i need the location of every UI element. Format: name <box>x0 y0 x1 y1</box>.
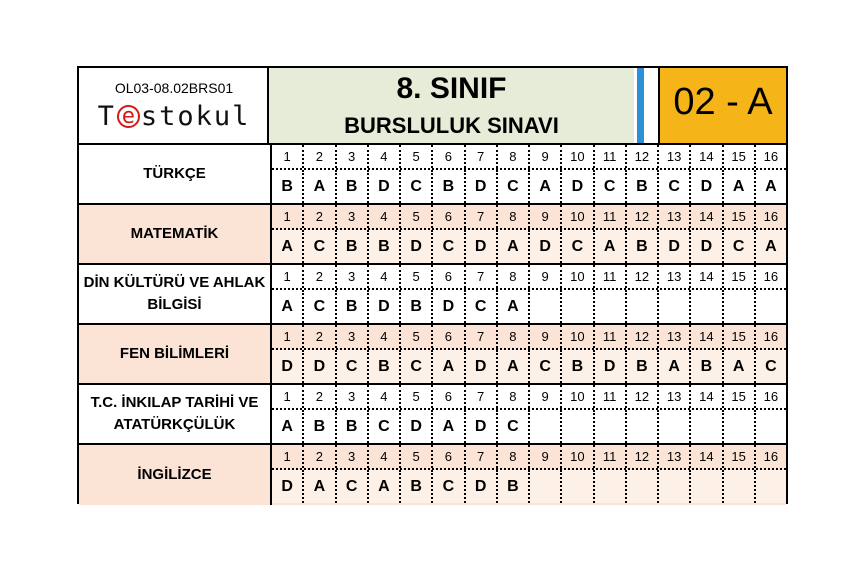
answer-cell: D <box>595 350 627 383</box>
answer-row <box>272 290 786 323</box>
question-number: 5 <box>401 265 433 288</box>
section-label: FEN BİLİMLERİ <box>79 325 272 383</box>
answer-cell <box>691 290 723 323</box>
answer-cell: C <box>466 290 498 323</box>
answer-cell: C <box>369 410 401 443</box>
answer-cell: C <box>401 170 433 203</box>
question-number: 10 <box>562 205 594 228</box>
question-number-row <box>272 385 786 410</box>
answer-cell: D <box>272 470 304 503</box>
answer-cell: C <box>724 230 756 263</box>
answer-row <box>272 170 786 203</box>
question-number: 15 <box>724 205 756 228</box>
question-number: 3 <box>337 145 369 168</box>
question-number: 15 <box>724 445 756 468</box>
brand-logo-text-start: T <box>97 101 116 132</box>
answer-cell: A <box>724 350 756 383</box>
answer-cell: B <box>627 170 659 203</box>
section-row <box>79 205 786 265</box>
question-number: 5 <box>401 445 433 468</box>
answer-cell: B <box>369 230 401 263</box>
question-number-row <box>272 445 786 470</box>
answer-cell: C <box>304 290 336 323</box>
question-number: 13 <box>659 205 691 228</box>
question-number: 7 <box>466 145 498 168</box>
blue-stripe <box>637 68 644 143</box>
question-number: 1 <box>272 265 304 288</box>
question-number: 16 <box>763 329 779 344</box>
answer-cell <box>756 470 786 503</box>
answer-cell: A <box>765 177 777 195</box>
question-number: 9 <box>530 205 562 228</box>
question-number: 11 <box>595 205 627 228</box>
answer-cell: A <box>659 350 691 383</box>
exam-title: BURSLULUK SINAVI <box>344 113 559 138</box>
answer-cell: A <box>530 170 562 203</box>
answer-grid <box>272 325 786 383</box>
question-number: 10 <box>562 145 594 168</box>
question-number: 4 <box>369 265 401 288</box>
answer-cell: D <box>369 290 401 323</box>
answer-cell: D <box>466 410 498 443</box>
question-number: 15 <box>724 265 756 288</box>
question-number: 12 <box>627 145 659 168</box>
question-number: 2 <box>304 445 336 468</box>
answer-cell <box>595 410 627 443</box>
answer-cell: D <box>433 290 465 323</box>
question-number: 2 <box>304 145 336 168</box>
question-number: 2 <box>304 265 336 288</box>
question-number: 9 <box>530 265 562 288</box>
question-number: 7 <box>466 265 498 288</box>
answer-cell: D <box>466 350 498 383</box>
answer-cell: C <box>498 410 530 443</box>
question-number: 9 <box>530 445 562 468</box>
question-number: 16 <box>763 389 779 404</box>
answer-cell: C <box>595 170 627 203</box>
answer-cell: D <box>466 230 498 263</box>
answer-cell: B <box>401 290 433 323</box>
question-number: 8 <box>498 385 530 408</box>
answer-cell: B <box>337 290 369 323</box>
question-number: 1 <box>272 205 304 228</box>
question-number: 13 <box>659 325 691 348</box>
question-number: 8 <box>498 265 530 288</box>
question-number: 14 <box>691 325 723 348</box>
answer-cell <box>659 290 691 323</box>
question-number: 15 <box>724 325 756 348</box>
answer-cell: A <box>498 290 530 323</box>
question-number: 10 <box>562 385 594 408</box>
answer-cell: A <box>498 350 530 383</box>
question-number: 5 <box>401 325 433 348</box>
answer-cell: D <box>659 230 691 263</box>
answer-cell: D <box>369 170 401 203</box>
answer-cell: D <box>691 170 723 203</box>
question-number: 1 <box>272 445 304 468</box>
brand-logo <box>79 101 269 132</box>
section-row <box>79 265 786 325</box>
answer-cell: A <box>724 170 756 203</box>
answer-cell: B <box>272 170 304 203</box>
answer-cell: D <box>691 230 723 263</box>
answer-cell: C <box>498 170 530 203</box>
answer-grid <box>272 445 786 505</box>
question-number: 12 <box>627 385 659 408</box>
answer-cell: B <box>401 470 433 503</box>
answer-cell <box>530 470 562 503</box>
answer-grid <box>272 265 786 323</box>
answer-cell <box>530 410 562 443</box>
answer-grid <box>272 145 786 203</box>
answer-grid <box>272 385 786 443</box>
answer-cell: C <box>765 357 777 375</box>
question-number: 6 <box>433 145 465 168</box>
question-number: 15 <box>724 145 756 168</box>
question-number: 4 <box>369 205 401 228</box>
question-number: 6 <box>433 205 465 228</box>
answer-key-sheet <box>77 66 788 504</box>
answer-cell: D <box>304 350 336 383</box>
answer-cell: B <box>691 350 723 383</box>
answer-cell: A <box>272 410 304 443</box>
answer-cell: B <box>369 350 401 383</box>
question-number: 1 <box>272 325 304 348</box>
answer-cell: C <box>337 350 369 383</box>
section-row <box>79 325 786 385</box>
question-number: 4 <box>369 385 401 408</box>
question-number: 4 <box>369 145 401 168</box>
answer-cell <box>627 470 659 503</box>
question-number: 2 <box>304 205 336 228</box>
answer-cell: C <box>304 230 336 263</box>
question-number: 9 <box>530 385 562 408</box>
answer-cell: D <box>466 470 498 503</box>
question-number: 3 <box>337 385 369 408</box>
question-number: 10 <box>562 265 594 288</box>
grade-title: 8. SINIF <box>396 72 507 105</box>
answer-cell <box>724 410 756 443</box>
title-box <box>269 68 634 143</box>
answer-cell: A <box>369 470 401 503</box>
answer-cell <box>627 410 659 443</box>
answer-cell <box>724 470 756 503</box>
answer-cell: D <box>466 170 498 203</box>
question-number-row <box>272 265 786 290</box>
question-number: 14 <box>691 205 723 228</box>
answer-cell: D <box>401 230 433 263</box>
question-number: 7 <box>466 325 498 348</box>
question-number-row <box>272 205 786 230</box>
section-row <box>79 145 786 205</box>
question-number: 7 <box>466 445 498 468</box>
question-number: 12 <box>627 205 659 228</box>
answer-cell: B <box>304 410 336 443</box>
answer-cell <box>562 290 594 323</box>
question-number: 8 <box>498 445 530 468</box>
section-label: T.C. İNKILAP TARİHİ VE ATATÜRKÇÜLÜK <box>79 385 272 443</box>
question-number: 3 <box>337 265 369 288</box>
question-number: 14 <box>691 385 723 408</box>
answer-row <box>272 470 786 503</box>
answer-cell: A <box>272 230 304 263</box>
answer-cell: C <box>401 350 433 383</box>
question-number: 11 <box>595 325 627 348</box>
answer-cell: A <box>765 237 777 255</box>
answer-cell: C <box>433 230 465 263</box>
answer-cell <box>627 290 659 323</box>
brand-logo-text-end: stokul <box>140 101 251 132</box>
question-number: 16 <box>763 209 779 224</box>
question-number: 1 <box>272 145 304 168</box>
answer-cell: C <box>659 170 691 203</box>
answer-cell: B <box>498 470 530 503</box>
answer-cell: D <box>562 170 594 203</box>
question-number: 6 <box>433 325 465 348</box>
answer-cell <box>659 470 691 503</box>
question-number: 7 <box>466 385 498 408</box>
answer-cell: A <box>304 470 336 503</box>
answer-cell: A <box>595 230 627 263</box>
question-number: 3 <box>337 445 369 468</box>
question-number: 5 <box>401 145 433 168</box>
question-number: 8 <box>498 145 530 168</box>
answer-cell: B <box>562 350 594 383</box>
question-number: 6 <box>433 265 465 288</box>
question-number: 7 <box>466 205 498 228</box>
question-number: 10 <box>562 325 594 348</box>
answer-cell <box>659 410 691 443</box>
answer-cell: C <box>433 470 465 503</box>
question-number: 15 <box>724 385 756 408</box>
answer-cell: A <box>498 230 530 263</box>
question-number: 5 <box>401 385 433 408</box>
answer-cell: A <box>272 290 304 323</box>
header <box>79 68 786 145</box>
question-number: 14 <box>691 145 723 168</box>
answer-cell: C <box>530 350 562 383</box>
question-number: 13 <box>659 145 691 168</box>
answer-row <box>272 350 786 383</box>
answer-cell: D <box>530 230 562 263</box>
question-number: 14 <box>691 445 723 468</box>
question-number-row <box>272 145 786 170</box>
question-number: 11 <box>595 145 627 168</box>
question-number: 6 <box>433 445 465 468</box>
answer-cell <box>756 410 786 443</box>
section-label: DİN KÜLTÜRÜ VE AHLAK BİLGİSİ <box>79 265 272 323</box>
answer-cell <box>724 290 756 323</box>
answer-cell: B <box>337 410 369 443</box>
question-number: 14 <box>691 265 723 288</box>
section-label: TÜRKÇE <box>79 145 272 203</box>
answer-row <box>272 410 786 443</box>
question-number: 12 <box>627 265 659 288</box>
question-number: 9 <box>530 145 562 168</box>
answer-cell: D <box>401 410 433 443</box>
answer-cell <box>595 290 627 323</box>
question-number: 16 <box>763 149 779 164</box>
question-number: 8 <box>498 325 530 348</box>
section-label: İNGİLİZCE <box>79 445 272 505</box>
answer-cell: B <box>337 230 369 263</box>
section-row <box>79 445 786 505</box>
question-number: 4 <box>369 445 401 468</box>
question-number: 11 <box>595 265 627 288</box>
answer-cell <box>562 470 594 503</box>
answer-cell: C <box>337 470 369 503</box>
brand-logo-circle: e <box>117 105 140 128</box>
question-number: 1 <box>272 385 304 408</box>
code-box <box>79 68 269 143</box>
answer-cell: D <box>272 350 304 383</box>
question-number: 6 <box>433 385 465 408</box>
answer-cell <box>530 290 562 323</box>
answer-cell: B <box>627 350 659 383</box>
question-number: 8 <box>498 205 530 228</box>
question-number: 13 <box>659 385 691 408</box>
question-number: 12 <box>627 445 659 468</box>
answer-cell: B <box>433 170 465 203</box>
question-number: 2 <box>304 385 336 408</box>
question-number: 10 <box>562 445 594 468</box>
question-number-row <box>272 325 786 350</box>
answer-cell: A <box>433 350 465 383</box>
answer-cell <box>595 470 627 503</box>
answer-cell <box>756 290 786 323</box>
answer-row <box>272 230 786 263</box>
question-number: 12 <box>627 325 659 348</box>
booklet-type: 02 - A <box>673 81 773 123</box>
answer-grid <box>272 205 786 263</box>
question-number: 5 <box>401 205 433 228</box>
question-number: 11 <box>595 385 627 408</box>
answer-cell: B <box>337 170 369 203</box>
question-number: 16 <box>763 449 779 464</box>
answer-cell: B <box>627 230 659 263</box>
question-number: 4 <box>369 325 401 348</box>
answer-cell: C <box>562 230 594 263</box>
answer-cell <box>691 410 723 443</box>
question-number: 3 <box>337 325 369 348</box>
question-number: 16 <box>763 269 779 284</box>
booklet-box <box>658 68 786 143</box>
answer-cell <box>691 470 723 503</box>
section-label: MATEMATİK <box>79 205 272 263</box>
document-code: OL03-08.02BRS01 <box>114 80 234 96</box>
answer-cell: A <box>304 170 336 203</box>
section-row <box>79 385 786 445</box>
question-number: 11 <box>595 445 627 468</box>
question-number: 2 <box>304 325 336 348</box>
question-number: 3 <box>337 205 369 228</box>
answer-cell <box>562 410 594 443</box>
question-number: 13 <box>659 265 691 288</box>
question-number: 13 <box>659 445 691 468</box>
answer-cell: A <box>433 410 465 443</box>
question-number: 9 <box>530 325 562 348</box>
